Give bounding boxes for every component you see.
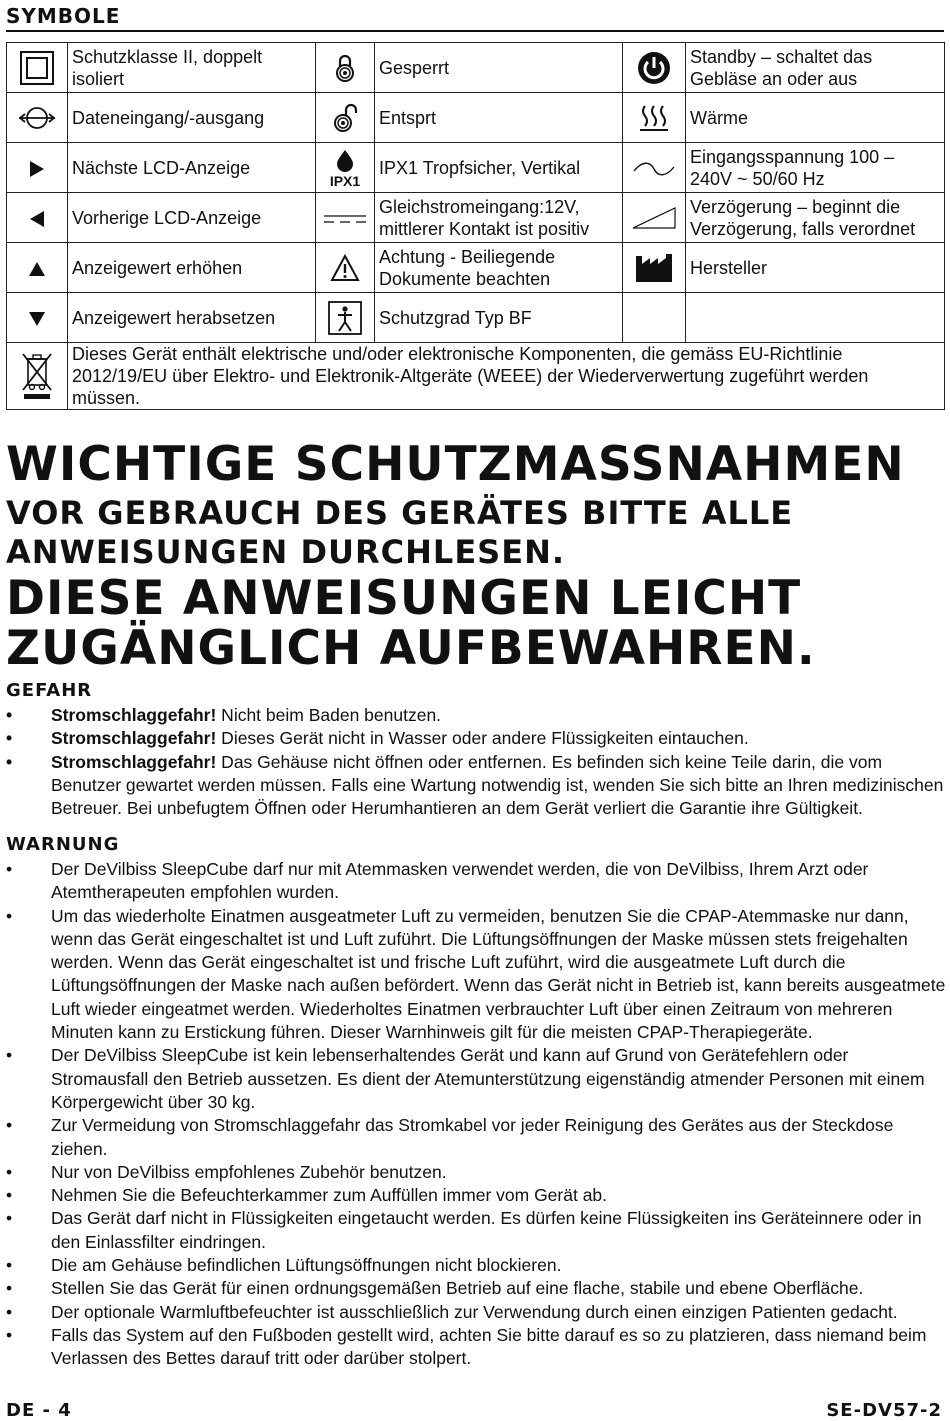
warnung-item-text: Nehmen Sie die Befeuchterkammer zum Auffüllen immer vom Gerät ab. [51,1185,608,1206]
symbols-section-title: SYMBOLE [6,4,121,28]
symbol-label: Wärme [686,93,945,143]
weee-crossed-bin-icon [20,351,54,401]
symbol-label: Anzeigewert herabsetzen [68,293,316,343]
warnung-item [6,1324,946,1371]
warnung-item-text: Nur von DeVilbiss empfohlenes Zubehör benutzen. [51,1161,447,1182]
symbol-label: Vorherige LCD-Anzeige [68,193,316,243]
warnung-list [6,858,946,1371]
gefahr-title: GEFAHR [6,680,93,701]
symbol-label: Verzögerung – beginnt die Verzögerung, falls verordnet [686,193,945,243]
gefahr-item [6,727,946,750]
keep-instructions-heading: DIESE ANWEISUNGEN LEICHT ZUGÄNGLICH AUFBEWAHREN. [6,571,816,676]
symbol-label: Standby – schaltet das Gebläse an oder aus [686,43,945,93]
warnung-item-text: Der optionale Warmluftbefeuchter ist ausschließlich zur Verwendung durch einen einzigen Patienten gedacht. [51,1301,898,1322]
symbol-label: Schutzklasse II, doppelt isoliert [68,43,316,93]
ac-wave-icon [632,161,676,177]
warnung-item-text: Der DeVilbiss SleepCube ist kein lebenserhaltendes Gerät und kann auf Grund von Gerätefehlern oder Stromausfall den Betrieb aussetzen. Es dient der Atemunterstützung eigenständig atmender Personen mit einem Körpergewicht über 30 kg. [51,1045,925,1112]
bullet: • [6,1161,13,1182]
warnung-item-text: Die am Gehäuse befindlichen Lüftungsöffnungen nicht blockieren. [51,1255,562,1276]
warnung-item [6,1277,946,1300]
warnung-item [6,858,946,905]
unlocked-icon [332,103,358,133]
weee-row [7,343,945,410]
symbol-label: Dateneingang/-ausgang [68,93,316,143]
empty-cell [686,293,945,343]
bullet: • [6,1115,13,1136]
gefahr-list [6,704,946,820]
bullet: • [6,1255,13,1276]
warnung-item-text: Zur Vermeidung von Stromschlaggefahr das Stromkabel vor jeder Reinigung des Gerätes aus der Steckdose ziehen. [51,1115,894,1159]
triangle-up-icon [28,261,46,277]
bullet: • [6,1045,13,1066]
warnung-item-text: Der DeVilbiss SleepCube darf nur mit Atemmasken verwendet werden, die von DeVilbiss, Ihrem Arzt oder Atemtherapeuten empfohlen wurden. [51,859,869,903]
symbol-row [7,93,945,143]
bullet: • [6,1208,13,1229]
heat-icon [639,103,669,133]
triangle-right-icon [28,160,46,178]
warnung-item-text: Um das wiederholte Einatmen ausgeatmeter Luft zu vermeiden, benutzen Sie die CPAP-Atemmaske nur dann, wenn das Gerät eingeschaltet ist und Luft zuführt. Die Lüftungsöffnungen der Maske müssen stets freigehalten werden. Wenn das Gerät eingeschaltet ist und frische Luft zuführt, wird die ausgeatmete Luft durch die Lüftungsöffnungen der Maske nach außen befördert. Wenn das Gerät nicht in Betrieb ist, kann bereits ausgeatmete Luft wieder eingeatmet werden. Wiederholtes Einatmen verbrauchter Luft über einen Zeitraum von mehreren Minuten kann zu Erstickung führen. Dieser Warnhinweis gilt für die meisten CPAP-Therapiegeräte. [51,905,946,1043]
warnung-item [6,1207,946,1254]
bullet: • [6,1185,13,1206]
document-code: SE-DV57-2 [826,1400,942,1421]
standby-power-icon [637,51,671,85]
dc-current-icon [322,212,368,226]
gefahr-item-emphasis: Stromschlaggefahr! [51,751,217,772]
symbol-row [7,243,945,293]
manufacturer-icon [634,252,674,284]
weee-text: Dieses Gerät enthält elektrische und/oder elektronische Komponenten, die gemäss EU-Richtlinie 2012/19/EU über Elektro- und Elektronik-Altgeräte (WEEE) der Wiederverwertung zugeführt werden müssen. [68,343,945,410]
ipx1-drip-icon [323,148,367,188]
bullet: • [6,859,13,879]
ipx1-icon-text: IPX1 [329,172,361,188]
warnung-item [6,905,946,1045]
symbol-row [7,293,945,343]
triangle-down-icon [28,311,46,327]
triangle-left-icon [28,210,46,228]
gefahr-item [6,704,946,727]
symbol-label: Gleichstromeingang:12V, mittlerer Kontakt ist positiv [375,193,623,243]
class-ii-double-insulated-icon [19,50,55,86]
gefahr-item-text: Nicht beim Baden benutzen. [216,705,442,725]
gefahr-item-text: Das Gehäuse nicht öffnen oder entfernen. Es befinden sich keine Teile darin, die vom Benutzer gewartet werden müssen. Falls eine Wartung notwendig ist, wenden Sie sich bitte an Ihren medizinischen Betreuer. Bei unbefugtem Öffnen oder Herumhantieren an dem Gerät verliert die Garantie ihre Gültigkeit. [51,751,944,819]
symbol-row [7,193,945,243]
gefahr-item-text: Dieses Gerät nicht in Wasser oder andere Flüssigkeiten eintauchen. [216,728,749,749]
symbols-table [6,42,945,410]
symbol-label: Nächste LCD-Anzeige [68,143,316,193]
warnung-item-text: Falls das System auf den Fußboden gestellt wird, achten Sie bitte darauf es so zu platzieren, dass niemand beim Verlassen des Bettes darauf tritt oder darüber stolpert. [51,1324,927,1369]
data-input-output-icon [17,105,57,131]
symbol-label: Achtung - Beiliegende Dokumente beachten [375,243,623,293]
bullet: • [6,1324,13,1345]
bullet: • [6,1278,13,1299]
gefahr-item [6,751,946,821]
symbol-label: Schutzgrad Typ BF [375,293,623,343]
type-bf-icon [327,300,363,336]
warnung-title: WARNUNG [6,834,120,855]
ramp-icon [631,206,677,230]
warnung-item [6,1161,946,1184]
bullet: • [6,1301,13,1322]
warnung-item-text: Das Gerät darf nicht in Flüssigkeiten eingetaucht werden. Es dürfen keine Flüssigkeiten ins Geräteinnere oder in den Einlassfilter eindringen. [51,1208,922,1252]
warnung-item [6,1254,946,1277]
warnung-item [6,1301,946,1324]
symbol-label: Gesperrt [375,43,623,93]
symbol-label: Eingangsspannung 100 – 240V ~ 50/60 Hz [686,143,945,193]
warnung-item [6,1184,946,1207]
symbol-label: Entsprt [375,93,623,143]
gefahr-item-emphasis: Stromschlaggefahr! [51,728,217,749]
bullet: • [6,751,13,772]
warnung-item [6,1044,946,1114]
symbol-row [7,43,945,93]
symbol-label: Hersteller [686,243,945,293]
title-rule [6,30,944,32]
read-instructions-heading: VOR GEBRAUCH DES GERÄTES BITTE ALLE ANWEISUNGEN DURCHLESEN. [6,494,794,571]
symbol-label: Anzeigewert erhöhen [68,243,316,293]
warning-icon [330,254,360,282]
main-heading: WICHTIGE SCHUTZMASSNAHMEN [6,437,905,492]
warnung-item-text: Stellen Sie das Gerät für einen ordnungsgemäßen Betrieb auf eine flache, stabile und ebene Oberfläche. [51,1278,864,1299]
symbol-row [7,143,945,193]
locked-icon [333,53,357,83]
empty-cell [623,293,686,343]
bullet: • [6,905,13,926]
bullet: • [6,705,13,725]
page-number: DE - 4 [6,1400,72,1421]
symbol-label: IPX1 Tropfsicher, Vertikal [375,143,623,193]
bullet: • [6,728,13,749]
gefahr-item-emphasis: Stromschlaggefahr! [51,705,217,725]
warnung-item [6,1114,946,1161]
